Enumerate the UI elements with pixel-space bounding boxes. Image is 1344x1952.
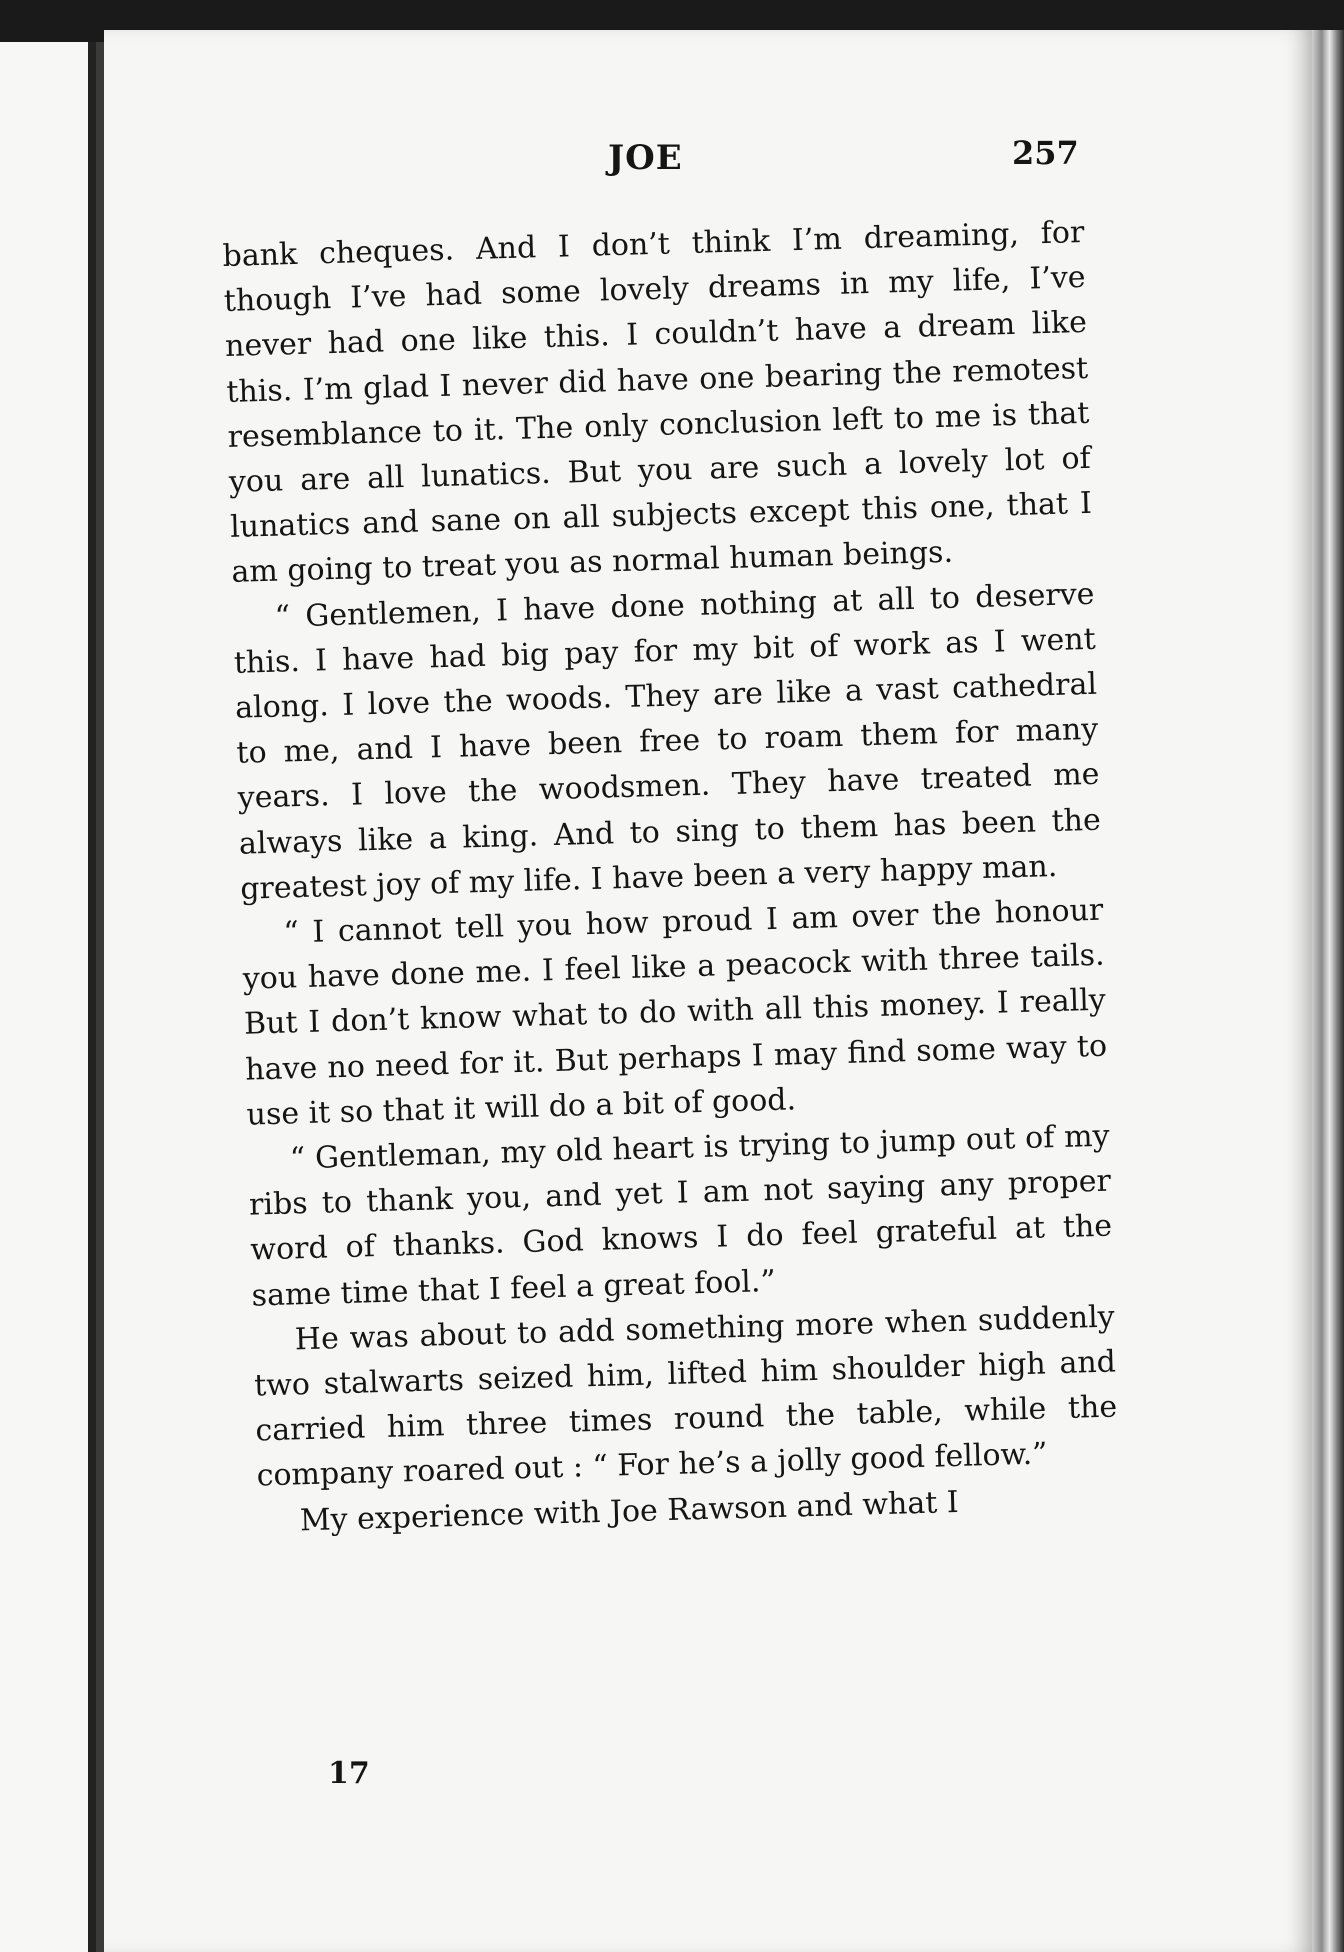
paragraph-1: bank cheques. And I don’t think I’m dreaming, for though I’ve had some lovely dreams in my life, I’ve never had one like this. I couldn’t have a dream like this. I’m glad I never did have one bearing the remotest resemblance to it. The only conclusion left to me is that you are all lunatics. But you are such a lovely lot of lunatics and sane on all subjects except this one, that I am going to treat you as normal human beings. <box>222 214 1093 591</box>
book-page <box>104 30 1312 1952</box>
page-block-edge <box>1312 30 1344 1952</box>
signature-mark: 17 <box>328 1756 370 1791</box>
paragraph-3: “ I cannot tell you how proud I am over the honour you have done me. I feel like a peacock with three tails. But I don’t know what to do with all this money. I really have no need for it. But perhaps I may find some way to use it so that it will do a bit of good. <box>242 892 1108 1133</box>
paragraph-6: My experience with Joe Rawson and what I <box>299 1484 960 1539</box>
body-text <box>222 210 1120 1544</box>
page-number: 257 <box>1012 134 1079 172</box>
paragraph-2: “ Gentlemen, I have done nothing at all to deserve this. I have had big pay for my bit of work as I went along. I love the woods. They are like a vast cathedral to me, and I have been free to roam them for many years. I love the woodsmen. They have treated me always like a king. And to sing to them has been the greatest joy of my life. I have been a very happy man. <box>233 576 1102 907</box>
page-header <box>104 134 1312 198</box>
facing-page-edge <box>0 42 96 1952</box>
paragraph-4: “ Gentleman, my old heart is trying to jump out of my ribs to thank you, and yet I am not saying any proper word of thanks. God knows I do feel grateful at the same time that I feel a great fool.” <box>248 1118 1113 1314</box>
paragraph-5: He was about to add something more when suddenly two stalwarts seized him, lifted him shoulder high and carried him three times round the table, while the company roared out : “ For he’s a jolly good fellow.” <box>253 1299 1118 1494</box>
running-head: JOE <box>608 138 683 178</box>
book-gutter <box>96 42 104 1952</box>
